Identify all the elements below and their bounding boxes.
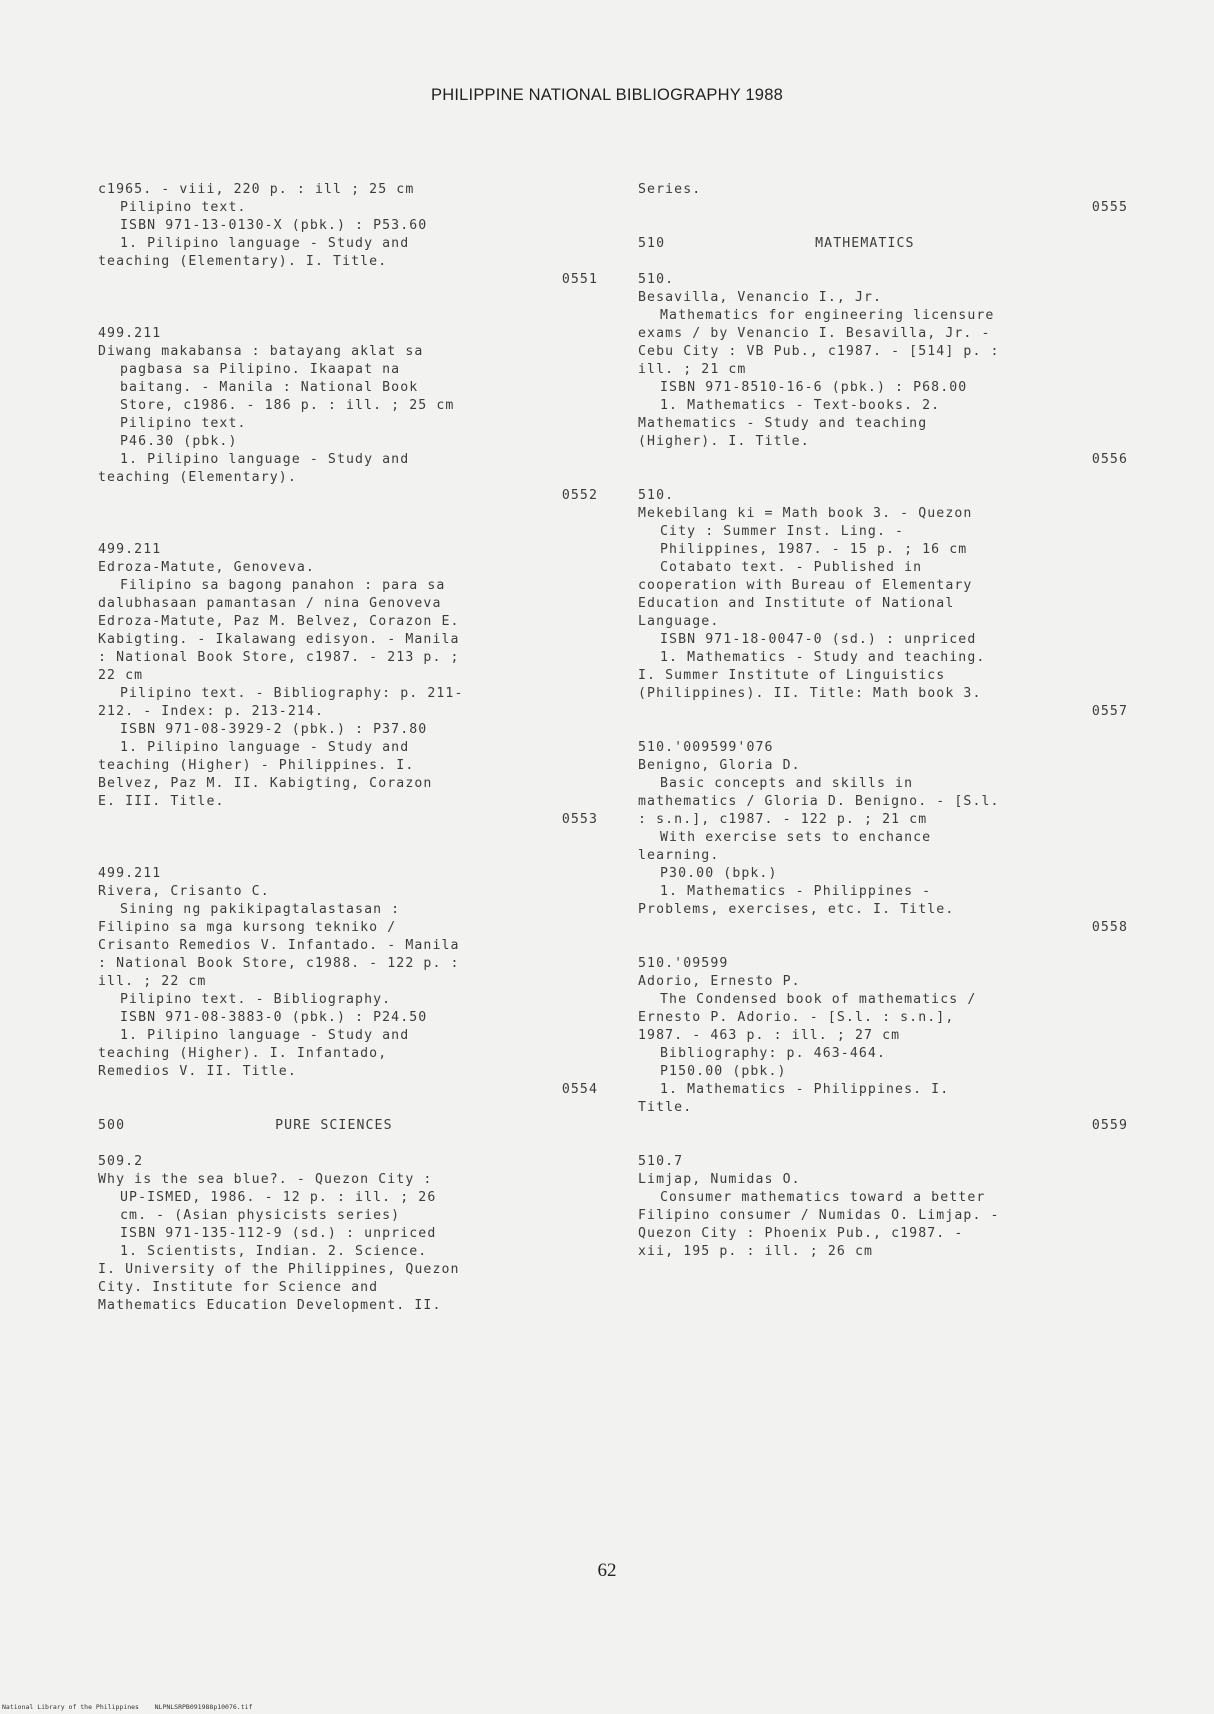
entry-line: 1. Pilipino language - Study and [120,1028,410,1043]
entry-line: 1. Pilipino language - Study and [120,236,410,251]
page-number: 62 [597,1560,617,1581]
left-column [98,181,598,1315]
entry-line: Store, c1986. - 186 p. : ill. ; 25 cm [120,398,455,413]
section-title: MATHEMATICS [815,236,915,251]
entry-line: Title. [638,1100,693,1115]
bibliography-entry [98,541,598,829]
entry-line: pagbasa sa Pilipino. Ikaapat na [120,362,401,377]
entry-line: Sining ng pakikipagtalastasan : [120,902,401,917]
entry-line: Pilipino text. - Bibliography. [120,992,392,1007]
entry-number: 0552 [561,488,598,503]
entry-line: Education and Institute of National [638,596,955,611]
class-number: 510.7 [638,1154,684,1169]
entry-number: 0555 [1091,200,1128,215]
entry-line: Besavilla, Venancio I., Jr. [638,290,883,305]
page-header: PHILIPPINE NATIONAL BIBLIOGRAPHY 1988 [431,86,783,104]
entry-line: (Philippines). II. Title: Math book 3. [638,686,982,701]
entry-line: Quezon City : Phoenix Pub., c1987. - [638,1226,964,1241]
entry-line: Pilipino text. - Bibliography: p. 211- [120,686,464,701]
entry-line: ISBN 971-08-3883-0 (pbk.) : P24.50 [120,1010,428,1025]
entry-line: (Higher). I. Title. [638,434,810,449]
entry-line: Edroza-Matute, Genoveva. [98,560,315,575]
entry-line: Crisanto Remedios V. Infantado. - Manila [98,938,460,953]
entry-line: learning. [638,848,720,863]
entry-line: Filipino consumer / Numidas O. Limjap. - [638,1208,1000,1223]
section-code: 500 [98,1118,126,1133]
entry-line: 1. Mathematics - Text-books. 2. [660,398,941,413]
bibliography-entry [98,865,598,1099]
entry-line: Why is the sea blue?. - Quezon City : [98,1172,433,1187]
entry-line: Mekebilang ki = Math book 3. - Quezon [638,506,973,521]
entry-line: Bibliography: p. 463-464. [660,1046,886,1061]
class-number: 510.'09599 [638,956,729,971]
entry-line: cm. - (Asian physicists series) [120,1208,401,1223]
entry-line: With exercise sets to enchance [660,830,932,845]
bibliography-entry [638,739,1128,937]
entry-line: Benigno, Gloria D. [638,758,801,773]
entry-line: teaching (Higher) - Philippines. I. [98,758,415,773]
entry-line: ISBN 971-135-112-9 (sd.) : unpriced [120,1226,437,1241]
bibliography-entry [638,1153,1128,1261]
class-number: 510.'009599'076 [638,740,774,755]
entry-line: ISBN 971-13-0130-X (pbk.) : P53.60 [120,218,428,233]
entry-line: Consumer mathematics toward a better [660,1190,986,1205]
section-heading [98,1117,598,1135]
entry-line: dalubhasaan pamantasan / nina Genoveva [98,596,442,611]
entry-line: I. Summer Institute of Linguistics [638,668,946,683]
entry-line: ISBN 971-18-0047-0 (sd.) : unpriced [660,632,977,647]
class-number: 509.2 [98,1154,144,1169]
entry-line: 1. Mathematics - Study and teaching. [660,650,986,665]
bibliography-entry [98,325,598,505]
entry-line: c1965. - viii, 220 p. : ill ; 25 cm [98,182,415,197]
right-column [638,181,1128,1261]
entry-line: Philippines, 1987. - 15 p. ; 16 cm [660,542,968,557]
entry-line: ISBN 971-8510-16-6 (pbk.) : P68.00 [660,380,968,395]
entry-line: ill. ; 21 cm [638,362,747,377]
entry-line: xii, 195 p. : ill. ; 26 cm [638,1244,874,1259]
entry-line: E. III. Title. [98,794,225,809]
entry-line: 22 cm [98,668,144,683]
entry-line: 1. Mathematics - Philippines. I. [660,1082,950,1097]
entry-line: 1. Scientists, Indian. 2. Science. [120,1244,428,1259]
section-heading [638,235,1128,253]
bibliography-entry [638,487,1128,721]
entry-line: 1. Pilipino language - Study and [120,740,410,755]
scan-footer: National Library of the Philippines NLPNLSRPB091988p10076.tif [2,1703,253,1711]
entry-number: 0557 [1091,704,1128,719]
entry-line: teaching (Elementary). I. Title. [98,254,388,269]
entry-line: baitang. - Manila : National Book [120,380,419,395]
entry-line: Pilipino text. [120,416,247,431]
entry-number: 0554 [561,1082,598,1097]
entry-line: ISBN 971-08-3929-2 (pbk.) : P37.80 [120,722,428,737]
entry-line: Basic concepts and skills in [660,776,914,791]
entry-line: Ernesto P. Adorio. - [S.l. : s.n.], [638,1010,955,1025]
class-number: 510. [638,488,675,503]
entry-line: P46.30 (pbk.) [120,434,238,449]
class-number: 499.211 [98,542,162,557]
entry-number: 0559 [1091,1118,1128,1133]
entry-line: Problems, exercises, etc. I. Title. [638,902,955,917]
entry-number: 0556 [1091,452,1128,467]
entry-line: P30.00 (bpk.) [660,866,778,881]
entry-line: Filipino sa mga kursong tekniko / [98,920,397,935]
entry-line: : National Book Store, c1988. - 122 p. : [98,956,460,971]
entry-line: The Condensed book of mathematics / [660,992,977,1007]
entry-line: Mathematics Education Development. II. [98,1298,442,1313]
entry-line: teaching (Elementary). [98,470,297,485]
entry-line: Series. [638,182,702,197]
section-code: 510 [638,236,666,251]
entry-line: Mathematics for engineering licensure [660,308,995,323]
entry-line: City : Summer Inst. Ling. - [660,524,905,539]
entry-line: 1. Pilipino language - Study and [120,452,410,467]
entry-line: cooperation with Bureau of Elementary [638,578,973,593]
entry-line: Mathematics - Study and teaching [638,416,928,431]
entry-line: mathematics / Gloria D. Benigno. - [S.l. [638,794,1000,809]
entry-number: 0551 [561,272,598,287]
entry-line: exams / by Venancio I. Besavilla, Jr. - [638,326,991,341]
entry-continuation [638,181,1128,217]
entry-line: Remedios V. II. Title. [98,1064,297,1079]
entry-line: Belvez, Paz M. II. Kabigting, Corazon [98,776,433,791]
bibliography-entry [638,955,1128,1135]
entry-line: Cotabato text. - Published in [660,560,923,575]
entry-continuation [98,181,598,289]
bibliography-entry [638,271,1128,469]
entry-line: 1987. - 463 p. : ill. ; 27 cm [638,1028,901,1043]
class-number: 499.211 [98,866,162,881]
entry-line: : National Book Store, c1987. - 213 p. ; [98,650,460,665]
entry-line: Adorio, Ernesto P. [638,974,801,989]
entry-line: UP-ISMED, 1986. - 12 p. : ill. ; 26 [120,1190,437,1205]
bibliography-entry [98,1153,598,1315]
entry-line: Cebu City : VB Pub., c1987. - [514] p. : [638,344,1000,359]
entry-line: Limjap, Numidas O. [638,1172,801,1187]
class-number: 499.211 [98,326,162,341]
section-title: PURE SCIENCES [275,1118,393,1133]
entry-line: 1. Mathematics - Philippines - [660,884,932,899]
entry-line: ill. ; 22 cm [98,974,207,989]
entry-line: 212. - Index: p. 213-214. [98,704,324,719]
entry-line: Rivera, Crisanto C. [98,884,270,899]
entry-line: : s.n.], c1987. - 122 p. ; 21 cm [638,812,928,827]
class-number: 510. [638,272,675,287]
entry-line: Kabigting. - Ikalawang edisyon. - Manila [98,632,460,647]
entry-line: I. University of the Philippines, Quezon [98,1262,460,1277]
entry-line: Language. [638,614,720,629]
entry-number: 0553 [561,812,598,827]
entry-line: City. Institute for Science and [98,1280,379,1295]
entry-line: P150.00 (pbk.) [660,1064,787,1079]
entry-line: Edroza-Matute, Paz M. Belvez, Corazon E. [98,614,460,629]
entry-line: Diwang makabansa : batayang aklat sa [98,344,424,359]
entry-number: 0558 [1091,920,1128,935]
entry-line: Pilipino text. [120,200,247,215]
entry-line: teaching (Higher). I. Infantado, [98,1046,388,1061]
entry-line: Filipino sa bagong panahon : para sa [120,578,446,593]
